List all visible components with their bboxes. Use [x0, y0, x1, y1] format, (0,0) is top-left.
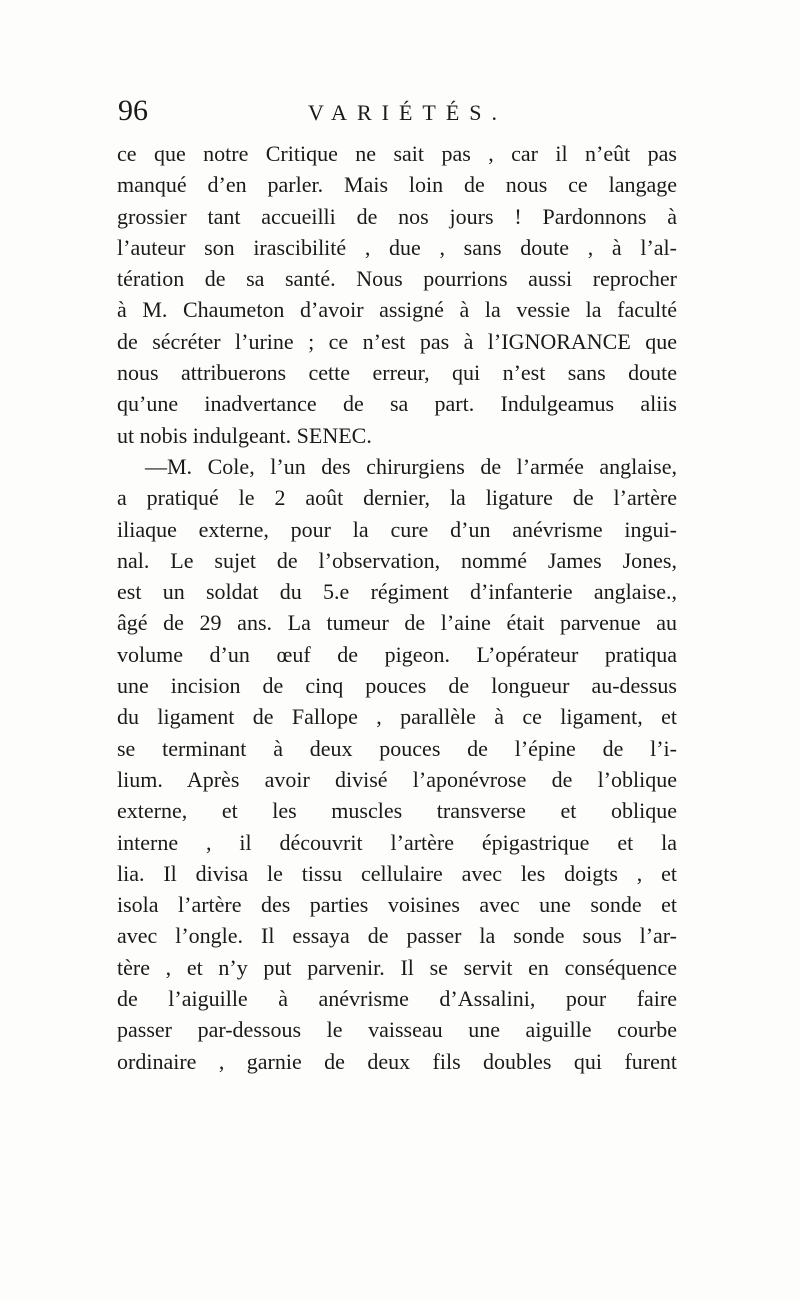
text-line: passer par-dessous le vaisseau une aiguille courbe — [117, 1017, 677, 1043]
text-line: qu’une inadvertance de sa part. Indulgeamus aliis — [117, 391, 677, 417]
body-text — [117, 138, 677, 1077]
text-line: ut nobis indulgeant. SENEC. — [117, 422, 372, 448]
text-line: manqué d’en parler. Mais loin de nous ce langage — [117, 172, 677, 198]
text-line: âgé de 29 ans. La tumeur de l’aine était parvenue au — [117, 610, 677, 636]
text-line: de l’aiguille à anévrisme d’Assalini, pour faire — [117, 986, 677, 1012]
text-line: volume d’un œuf de pigeon. L’opérateur pratiqua — [117, 641, 677, 667]
text-line: iliaque externe, pour la cure d’un anévrisme ingui- — [117, 516, 677, 542]
text-line: de sécréter l’urine ; ce n’est pas à l’IGNORANCE que — [117, 328, 677, 354]
text-line: avec l’ongle. Il essaya de passer la sonde sous l’ar- — [117, 923, 677, 949]
page-number: 96 — [118, 94, 148, 127]
text-line: l’auteur son irascibilité , due , sans doute , à l’al- — [117, 234, 677, 260]
text-line: ce que notre Critique ne sait pas , car il n’eût pas — [117, 141, 677, 166]
text-line: tération de sa santé. Nous pourrions aussi reprocher — [117, 266, 677, 292]
text-line: isola l’artère des parties voisines avec une sonde et — [117, 892, 677, 918]
text-line: à M. Chaumeton d’avoir assigné à la vessie la faculté — [117, 297, 677, 323]
text-line: nal. Le sujet de l’observation, nommé James Jones, — [117, 547, 677, 573]
text-line: ordinaire , garnie de deux fils doubles qui furent — [117, 1048, 677, 1074]
text-line: externe, et les muscles transverse et oblique — [117, 798, 677, 824]
text-line: —M. Cole, l’un des chirurgiens de l’armée anglaise, — [145, 453, 677, 479]
text-line: se terminant à deux pouces de l’épine de l’i- — [117, 735, 677, 761]
text-line: interne , il découvrit l’artère épigastrique et la — [117, 829, 677, 855]
running-head — [118, 94, 678, 134]
text-line: lium. Après avoir divisé l’aponévrose de l’oblique — [117, 766, 677, 792]
text-line: grossier tant accueilli de nos jours ! Pardonnons à — [117, 203, 677, 229]
text-line: a pratiqué le 2 août dernier, la ligature de l’artère — [117, 485, 677, 511]
text-line: tère , et n’y put parvenir. Il se servit en conséquence — [117, 954, 677, 980]
text-line: nous attribuerons cette erreur, qui n’est sans doute — [117, 360, 677, 386]
running-title: VARIÉTÉS. — [308, 100, 507, 125]
text-line: une incision de cinq pouces de longueur au-dessus — [117, 673, 677, 699]
text-line: lia. Il divisa le tissu cellulaire avec les doigts , et — [117, 860, 677, 886]
text-line: du ligament de Fallope , parallèle à ce ligament, et — [117, 704, 677, 730]
text-line: est un soldat du 5.e régiment d’infanterie anglaise., — [117, 579, 677, 605]
